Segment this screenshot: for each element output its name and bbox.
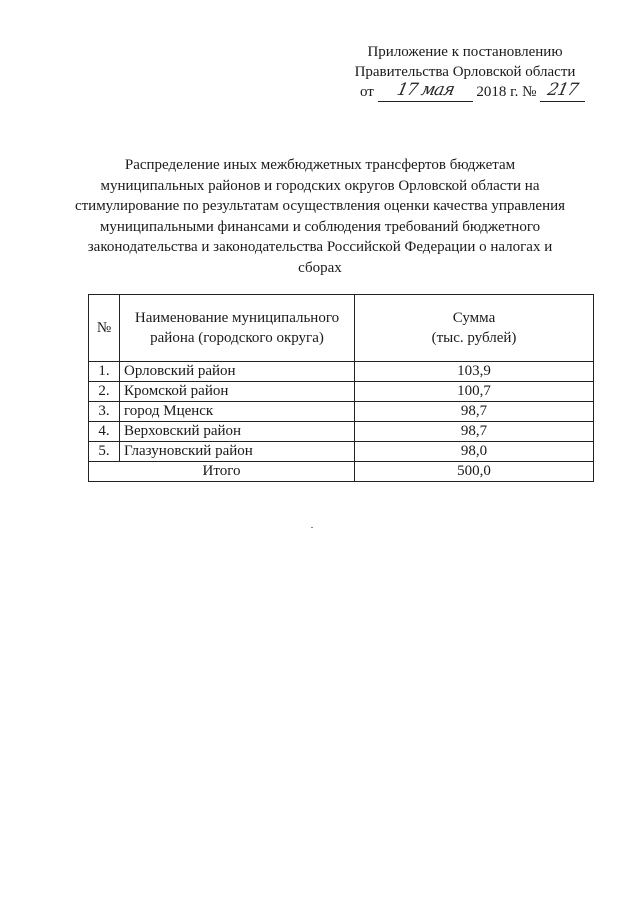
row-sum: 100,7 xyxy=(355,382,594,402)
row-municipality: Глазуновский район xyxy=(120,442,355,462)
table-row xyxy=(89,382,594,402)
handwritten-date: 17 мая xyxy=(394,80,456,100)
table-row xyxy=(89,442,594,462)
header-sum-line2: (тыс. рублей) xyxy=(431,330,517,346)
row-municipality: Верховский район xyxy=(120,422,355,442)
header-municipality-line1: Наименование муниципального xyxy=(134,310,340,326)
row-number: 1. xyxy=(89,362,120,382)
approval-date-line xyxy=(345,82,585,102)
header-sum-line1: Сумма xyxy=(452,310,496,326)
header-municipality-line2: района (городского округа) xyxy=(150,330,324,346)
table-header-row xyxy=(89,295,594,362)
row-number: 4. xyxy=(89,422,120,442)
scan-speck xyxy=(311,527,313,528)
row-sum: 98,7 xyxy=(355,422,594,442)
header-municipality xyxy=(120,295,355,362)
date-blank xyxy=(378,80,473,102)
title-line: муниципальными финансами и соблюдения требований бюджетного xyxy=(99,218,541,235)
title-line: муниципальных районов и городских округов Орловской области на xyxy=(100,177,540,194)
header-number: № xyxy=(89,295,120,362)
row-sum: 98,0 xyxy=(355,442,594,462)
title-line: Распределение иных межбюджетных трансфертов бюджетам xyxy=(124,157,516,173)
title-line: стимулирование по результатам осуществления оценки качества управления xyxy=(74,198,566,214)
row-number: 5. xyxy=(89,442,120,462)
header-sum xyxy=(355,295,594,362)
table-row xyxy=(89,422,594,442)
distribution-table xyxy=(88,294,594,482)
row-number: 2. xyxy=(89,382,120,402)
title-line: законодательства и законодательства Российской Федерации о налогах и xyxy=(87,239,553,255)
year-number-label: 2018 г. № xyxy=(476,84,537,100)
table-total-row xyxy=(89,462,594,482)
row-municipality: Орловский район xyxy=(120,362,355,382)
number-blank xyxy=(540,80,585,102)
total-label: Итого xyxy=(89,462,355,482)
table-row xyxy=(89,402,594,422)
document-title xyxy=(60,155,580,278)
handwritten-number: 217 xyxy=(545,80,580,100)
approval-line-2: Правительства Орловской области xyxy=(354,64,576,80)
table-row xyxy=(89,362,594,382)
title-line: сборах xyxy=(298,259,342,276)
approval-block xyxy=(345,42,585,102)
row-municipality: город Мценск xyxy=(120,402,355,422)
row-number: 3. xyxy=(89,402,120,422)
total-sum: 500,0 xyxy=(355,462,594,482)
row-sum: 98,7 xyxy=(355,402,594,422)
date-prefix: от xyxy=(360,84,374,100)
approval-line-1: Приложение к постановлению xyxy=(367,44,563,60)
row-municipality: Кромской район xyxy=(120,382,355,402)
row-sum: 103,9 xyxy=(355,362,594,382)
